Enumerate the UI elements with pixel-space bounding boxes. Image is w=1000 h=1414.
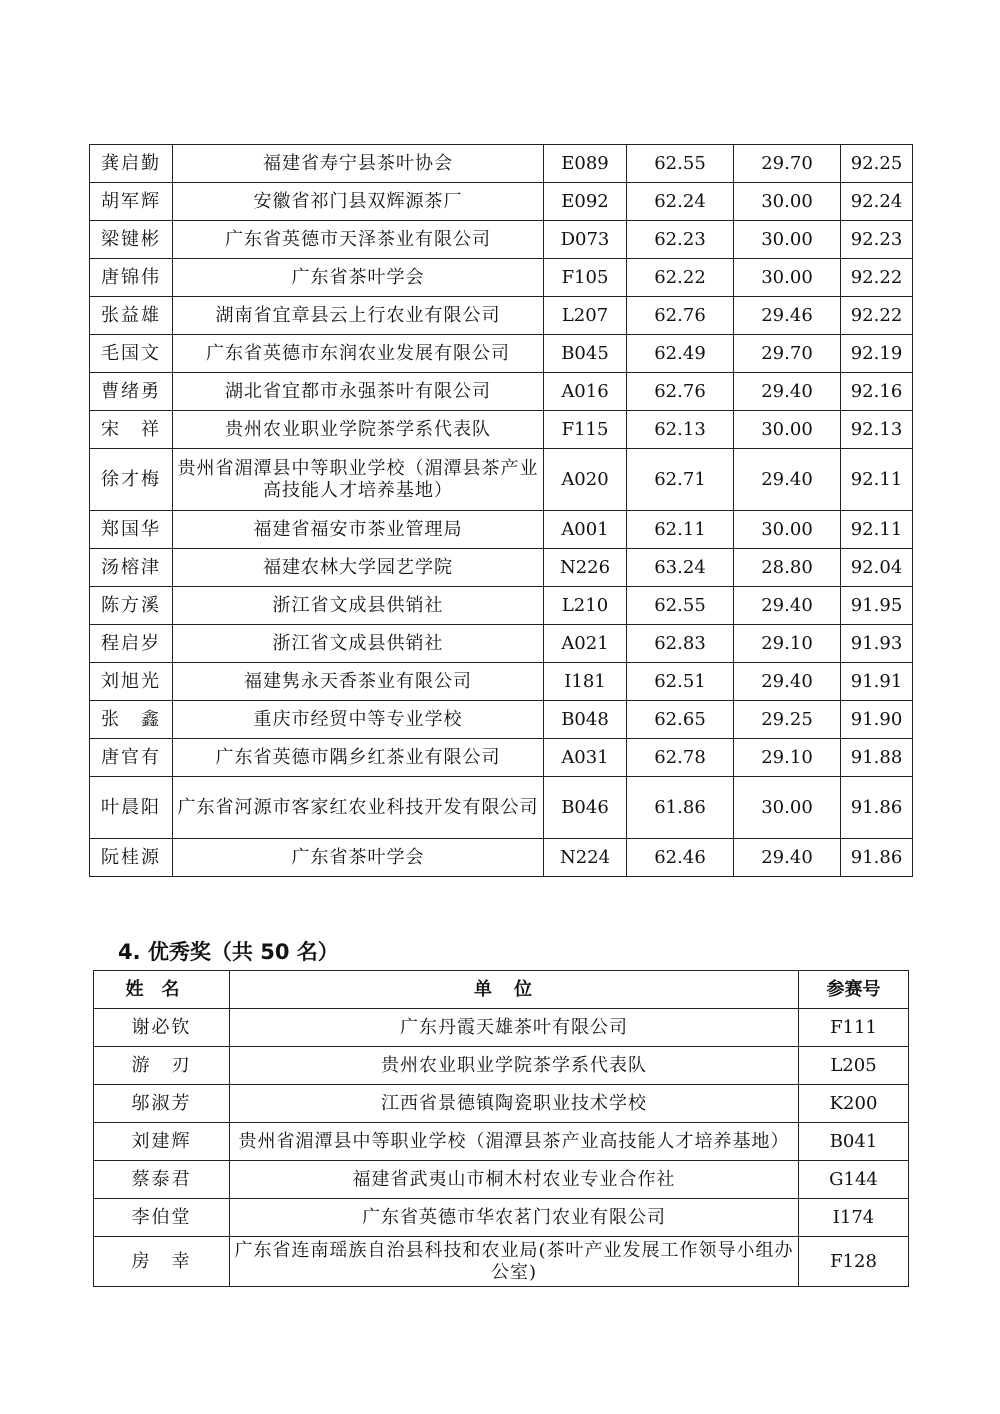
header-entry-number: 参赛号 bbox=[799, 971, 909, 1009]
table-row bbox=[90, 145, 913, 183]
contestant-name: 刘旭光 bbox=[90, 663, 173, 701]
table-row bbox=[94, 1237, 909, 1287]
organization: 广东丹霞天雄茶叶有限公司 bbox=[230, 1009, 799, 1047]
entry-number: B045 bbox=[544, 335, 627, 373]
entry-number: A016 bbox=[544, 373, 627, 411]
score-b: 29.40 bbox=[734, 373, 841, 411]
contestant-name: 李伯堂 bbox=[94, 1199, 230, 1237]
entry-number: N226 bbox=[544, 549, 627, 587]
contestant-name: 游 刃 bbox=[94, 1047, 230, 1085]
total-score: 92.11 bbox=[841, 511, 913, 549]
score-a: 63.24 bbox=[627, 549, 734, 587]
table-row bbox=[90, 449, 913, 511]
organization: 福建省武夷山市桐木村农业专业合作社 bbox=[230, 1161, 799, 1199]
entry-number: K200 bbox=[799, 1085, 909, 1123]
score-b: 28.80 bbox=[734, 549, 841, 587]
organization: 广东省连南瑶族自治县科技和农业局(茶叶产业发展工作领导小组办公室) bbox=[230, 1237, 799, 1287]
organization: 浙江省文成县供销社 bbox=[173, 625, 544, 663]
score-a: 62.55 bbox=[627, 145, 734, 183]
score-a: 62.24 bbox=[627, 183, 734, 221]
score-a: 62.55 bbox=[627, 587, 734, 625]
table-row bbox=[90, 625, 913, 663]
total-score: 92.25 bbox=[841, 145, 913, 183]
contestant-name: 毛国文 bbox=[90, 335, 173, 373]
contestant-name: 张益雄 bbox=[90, 297, 173, 335]
entry-number: L210 bbox=[544, 587, 627, 625]
table-row bbox=[94, 1161, 909, 1199]
organization: 福建省福安市茶业管理局 bbox=[173, 511, 544, 549]
table-row bbox=[90, 587, 913, 625]
contestant-name: 房 幸 bbox=[94, 1237, 230, 1287]
score-b: 29.25 bbox=[734, 701, 841, 739]
score-b: 30.00 bbox=[734, 259, 841, 297]
organization: 贵州省湄潭县中等职业学校（湄潭县茶产业高技能人才培养基地） bbox=[173, 449, 544, 511]
contestant-name: 唐官有 bbox=[90, 739, 173, 777]
total-score: 91.86 bbox=[841, 839, 913, 877]
header-name: 姓名 bbox=[94, 971, 230, 1009]
table-row bbox=[90, 259, 913, 297]
organization: 广东省英德市天泽茶业有限公司 bbox=[173, 221, 544, 259]
table-row bbox=[90, 221, 913, 259]
organization: 湖北省宜都市永强茶叶有限公司 bbox=[173, 373, 544, 411]
organization: 福建农林大学园艺学院 bbox=[173, 549, 544, 587]
table-row bbox=[90, 663, 913, 701]
total-score: 91.86 bbox=[841, 777, 913, 839]
entry-number: B048 bbox=[544, 701, 627, 739]
table-row bbox=[90, 777, 913, 839]
total-score: 92.16 bbox=[841, 373, 913, 411]
entry-number: F105 bbox=[544, 259, 627, 297]
table-row bbox=[90, 701, 913, 739]
score-b: 30.00 bbox=[734, 511, 841, 549]
table-row bbox=[90, 335, 913, 373]
organization: 福建隽永天香茶业有限公司 bbox=[173, 663, 544, 701]
score-b: 30.00 bbox=[734, 411, 841, 449]
table-row bbox=[90, 373, 913, 411]
score-b: 29.70 bbox=[734, 335, 841, 373]
table-row bbox=[90, 183, 913, 221]
organization: 湖南省宜章县云上行农业有限公司 bbox=[173, 297, 544, 335]
total-score: 92.24 bbox=[841, 183, 913, 221]
scores-table bbox=[89, 144, 913, 877]
organization: 安徽省祁门县双辉源茶厂 bbox=[173, 183, 544, 221]
score-b: 30.00 bbox=[734, 777, 841, 839]
total-score: 91.95 bbox=[841, 587, 913, 625]
section-heading: 4. 优秀奖（共 50 名） bbox=[118, 940, 339, 964]
entry-number: G144 bbox=[799, 1161, 909, 1199]
contestant-name: 汤榕津 bbox=[90, 549, 173, 587]
entry-number: F111 bbox=[799, 1009, 909, 1047]
score-a: 62.71 bbox=[627, 449, 734, 511]
contestant-name: 曹绪勇 bbox=[90, 373, 173, 411]
entry-number: N224 bbox=[544, 839, 627, 877]
entry-number: L205 bbox=[799, 1047, 909, 1085]
contestant-name: 梁键彬 bbox=[90, 221, 173, 259]
organization bbox=[230, 1123, 799, 1161]
score-a: 62.76 bbox=[627, 297, 734, 335]
table-row bbox=[90, 549, 913, 587]
score-b: 29.40 bbox=[734, 449, 841, 511]
total-score: 92.22 bbox=[841, 259, 913, 297]
organization-text: 贵州省湄潭县中等职业学校（湄潭县茶产业高技能人才培养基地） bbox=[238, 1130, 790, 1152]
score-a: 62.11 bbox=[627, 511, 734, 549]
table-row bbox=[94, 1123, 909, 1161]
table-row bbox=[90, 411, 913, 449]
entry-number: F128 bbox=[799, 1237, 909, 1287]
organization: 福建省寿宁县茶叶协会 bbox=[173, 145, 544, 183]
total-score: 91.90 bbox=[841, 701, 913, 739]
entry-number: D073 bbox=[544, 221, 627, 259]
organization: 广东省茶叶学会 bbox=[173, 259, 544, 297]
entry-number: A021 bbox=[544, 625, 627, 663]
score-b: 29.10 bbox=[734, 739, 841, 777]
organization: 广东省英德市东润农业发展有限公司 bbox=[173, 335, 544, 373]
table-row bbox=[94, 1199, 909, 1237]
contestant-name: 郑国华 bbox=[90, 511, 173, 549]
total-score: 92.23 bbox=[841, 221, 913, 259]
table-row bbox=[90, 839, 913, 877]
organization: 广东省河源市客家红农业科技开发有限公司 bbox=[173, 777, 544, 839]
entry-number: I181 bbox=[544, 663, 627, 701]
contestant-name: 陈方溪 bbox=[90, 587, 173, 625]
score-b: 29.40 bbox=[734, 587, 841, 625]
table-row bbox=[94, 1047, 909, 1085]
entry-number: F115 bbox=[544, 411, 627, 449]
organization: 浙江省文成县供销社 bbox=[173, 587, 544, 625]
score-a: 62.78 bbox=[627, 739, 734, 777]
contestant-name: 唐锦伟 bbox=[90, 259, 173, 297]
score-a: 62.13 bbox=[627, 411, 734, 449]
contestant-name: 程启岁 bbox=[90, 625, 173, 663]
organization: 贵州农业职业学院茶学系代表队 bbox=[230, 1047, 799, 1085]
score-a: 62.49 bbox=[627, 335, 734, 373]
table-row bbox=[90, 297, 913, 335]
total-score: 92.19 bbox=[841, 335, 913, 373]
total-score: 92.04 bbox=[841, 549, 913, 587]
score-b: 30.00 bbox=[734, 221, 841, 259]
score-b: 29.10 bbox=[734, 625, 841, 663]
contestant-name: 谢必钦 bbox=[94, 1009, 230, 1047]
contestant-name: 阮桂源 bbox=[90, 839, 173, 877]
table-row bbox=[94, 1009, 909, 1047]
score-b: 29.46 bbox=[734, 297, 841, 335]
score-a: 62.46 bbox=[627, 839, 734, 877]
entry-number: L207 bbox=[544, 297, 627, 335]
organization: 广东省英德市隅乡红茶业有限公司 bbox=[173, 739, 544, 777]
contestant-name: 蔡泰君 bbox=[94, 1161, 230, 1199]
score-a: 62.22 bbox=[627, 259, 734, 297]
organization: 广东省茶叶学会 bbox=[173, 839, 544, 877]
contestant-name: 胡军辉 bbox=[90, 183, 173, 221]
total-score: 91.88 bbox=[841, 739, 913, 777]
entry-number: B041 bbox=[799, 1123, 909, 1161]
organization: 江西省景德镇陶瓷职业技术学校 bbox=[230, 1085, 799, 1123]
excellence-award-table bbox=[93, 970, 909, 1287]
entry-number: I174 bbox=[799, 1199, 909, 1237]
scores-table-body bbox=[90, 145, 913, 877]
contestant-name: 宋 祥 bbox=[90, 411, 173, 449]
contestant-name: 刘建辉 bbox=[94, 1123, 230, 1161]
score-b: 30.00 bbox=[734, 183, 841, 221]
header-unit: 单位 bbox=[230, 971, 799, 1009]
score-a: 62.65 bbox=[627, 701, 734, 739]
header-row bbox=[94, 971, 909, 1009]
score-b: 29.40 bbox=[734, 663, 841, 701]
score-b: 29.70 bbox=[734, 145, 841, 183]
table-row bbox=[90, 739, 913, 777]
contestant-name: 徐才梅 bbox=[90, 449, 173, 511]
contestant-name: 龚启勤 bbox=[90, 145, 173, 183]
entry-number: E092 bbox=[544, 183, 627, 221]
score-b: 29.40 bbox=[734, 839, 841, 877]
entry-number: B046 bbox=[544, 777, 627, 839]
organization: 贵州农业职业学院茶学系代表队 bbox=[173, 411, 544, 449]
total-score: 92.13 bbox=[841, 411, 913, 449]
contestant-name: 邬淑芳 bbox=[94, 1085, 230, 1123]
total-score: 91.93 bbox=[841, 625, 913, 663]
table-row bbox=[90, 511, 913, 549]
table-row bbox=[94, 1085, 909, 1123]
score-a: 62.76 bbox=[627, 373, 734, 411]
entry-number: A031 bbox=[544, 739, 627, 777]
score-a: 62.51 bbox=[627, 663, 734, 701]
excellence-award-table-body bbox=[94, 1009, 909, 1287]
contestant-name: 张 鑫 bbox=[90, 701, 173, 739]
score-a: 62.83 bbox=[627, 625, 734, 663]
contestant-name: 叶晨阳 bbox=[90, 777, 173, 839]
entry-number: A001 bbox=[544, 511, 627, 549]
entry-number: A020 bbox=[544, 449, 627, 511]
total-score: 92.22 bbox=[841, 297, 913, 335]
score-a: 62.23 bbox=[627, 221, 734, 259]
total-score: 91.91 bbox=[841, 663, 913, 701]
total-score: 92.11 bbox=[841, 449, 913, 511]
entry-number: E089 bbox=[544, 145, 627, 183]
organization: 重庆市经贸中等专业学校 bbox=[173, 701, 544, 739]
organization: 广东省英德市华农茗门农业有限公司 bbox=[230, 1199, 799, 1237]
score-a: 61.86 bbox=[627, 777, 734, 839]
